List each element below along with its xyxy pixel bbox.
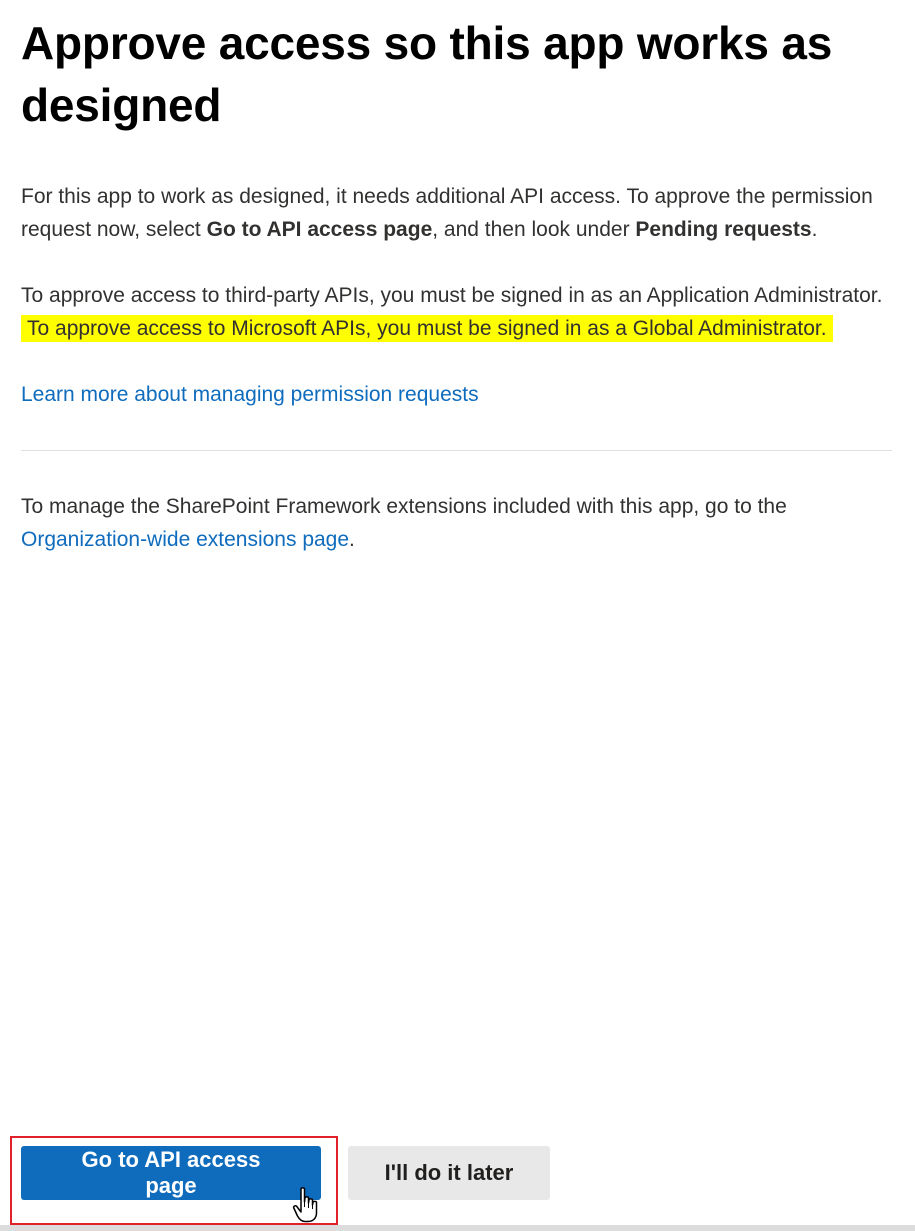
bottom-edge-strip xyxy=(0,1225,915,1231)
admin-requirements-text xyxy=(21,279,892,345)
spfx-text-b: . xyxy=(349,528,355,551)
spfx-extensions-text xyxy=(21,490,892,556)
page-title: Approve access so this app works as designed xyxy=(21,17,833,131)
description-bold-go-to-api: Go to API access page xyxy=(206,218,433,241)
description-text-a: For this app to work as designed, it needs additional API access. To approve the permission request now, select xyxy=(21,185,873,241)
do-it-later-button[interactable]: I'll do it later xyxy=(348,1146,550,1200)
description-bold-pending-requests: Pending requests xyxy=(635,218,812,241)
spfx-text-a: To manage the SharePoint Framework extensions included with this app, go to the xyxy=(21,495,787,518)
go-to-api-access-page-button[interactable]: Go to API access page xyxy=(21,1146,321,1200)
description-text-b: , and then look under xyxy=(432,218,636,241)
third-party-requirement-text: To approve access to third-party APIs, you must be signed in as an Application Administrator. xyxy=(21,284,883,307)
approve-access-panel xyxy=(21,12,892,556)
microsoft-api-requirement-highlight: To approve access to Microsoft APIs, you must be signed in as a Global Administrator. xyxy=(21,315,833,342)
description-text-c: . xyxy=(811,218,818,241)
learn-more-paragraph xyxy=(21,378,892,411)
org-wide-extensions-link[interactable]: Organization-wide extensions page xyxy=(21,528,350,551)
dialog-footer xyxy=(21,1146,550,1200)
api-access-description xyxy=(21,180,892,246)
section-divider xyxy=(21,450,892,451)
learn-more-link[interactable]: Learn more about managing permission requests xyxy=(21,383,479,406)
